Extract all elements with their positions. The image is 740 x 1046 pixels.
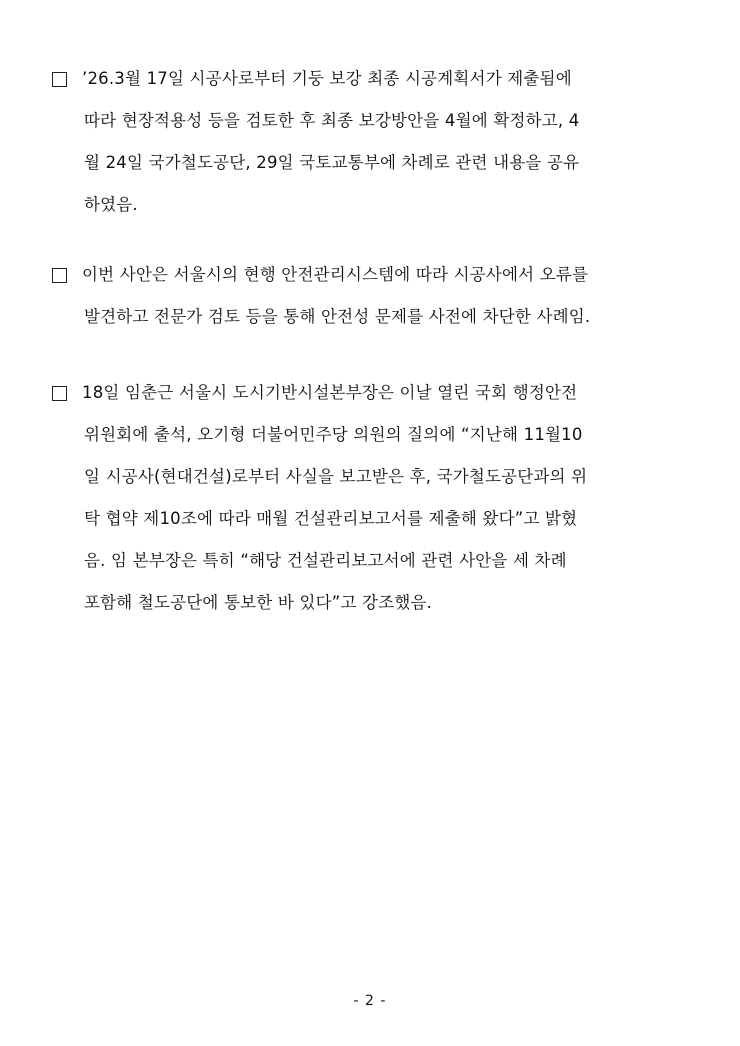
paragraph-line: 발견하고 전문가 검토 등을 통해 안전성 문제를 사전에 차단한 사례임. [84, 307, 591, 326]
paragraph-line: 하였음. [84, 195, 138, 214]
paragraph-line: 위원회에 출석, 오기형 더불어민주당 의원의 질의에 “지난해 11월10 [84, 425, 583, 444]
checkbox-square-icon [52, 268, 67, 283]
paragraph-line: 따라 현장적용성 등을 검토한 후 최종 보강방안을 4월에 확정하고, 4 [84, 111, 580, 130]
paragraph-line: 18일 임춘근 서울시 도시기반시설본부장은 이날 열린 국회 행정안전 [82, 383, 578, 402]
paragraph-line: 월 24일 국가철도공단, 29일 국토교통부에 차례로 관련 내용을 공유 [84, 153, 580, 172]
paragraph-line: 포함해 철도공단에 통보한 바 있다”고 강조했음. [84, 593, 433, 612]
paragraph-line: 탁 협약 제10조에 따라 매월 건설관리보고서를 제출해 왔다”고 밝혔 [84, 509, 578, 528]
paragraph-line: ’26.3월 17일 시공사로부터 기둥 보강 최종 시공계획서가 제출됨에 [82, 69, 572, 88]
checkbox-square-icon [52, 386, 67, 401]
page-number: - 2 - [353, 993, 387, 1009]
paragraph-line: 음. 임 본부장은 특히 “해당 건설관리보고서에 관련 사안을 세 차례 [84, 551, 567, 570]
paragraph-line: 일 시공사(현대건설)로부터 사실을 보고받은 후, 국가철도공단과의 위 [84, 467, 588, 486]
paragraph-line: 이번 사안은 서울시의 현행 안전관리시스템에 따라 시공사에서 오류를 [82, 265, 589, 284]
checkbox-square-icon [52, 72, 67, 87]
